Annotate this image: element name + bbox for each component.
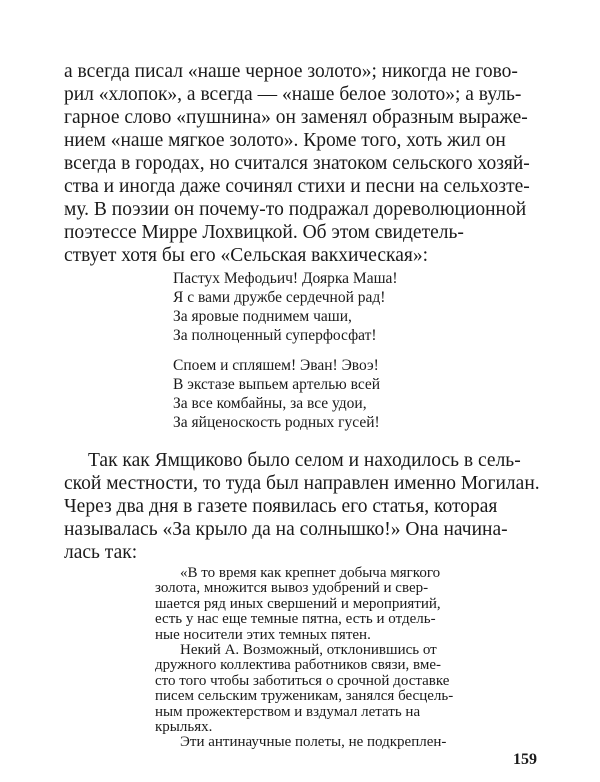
text-line: Через два дня в газете появилась его статья, которая [64,496,498,517]
text-line: рил «хлопок», а всегда — «наше белое золото»; а вуль- [64,84,522,105]
quote-line: есть у нас еще темные пятна, есть и отдель- [155,611,436,628]
poem-line: Я с вами дружбе сердечной рад! [173,289,386,306]
text-line: а всегда писал «наше черное золото»; никогда не гово- [64,61,518,82]
text-line: поэтессе Мирре Лохвицкой. Об этом свидетель- [64,222,464,243]
quote-line: ным прожектерством и вздумал летать на [155,703,421,720]
poem-line: За яровые поднимем чаши, [173,308,352,325]
poem-line: Споем и спляшем! Эван! Эвоэ! [173,357,379,374]
quote-line: «В то время как крепнет добыча мягкого [180,565,441,581]
quote-line: сто того чтобы заботиться о срочной доставке [155,672,450,689]
quote-line: Эти антинаучные полеты, не подкреплен- [180,734,447,751]
poem-line: За все комбайны, за все удои, [173,395,367,412]
page-number: 159 [513,751,537,768]
text-line: ства и иногда даже сочинял стихи и песни на сельхозте- [64,176,530,197]
quote-line: крыльях. [155,719,213,735]
text-line: гарное слово «пушнина» он заменял образным выраже- [64,107,528,128]
text-line: му. В поэзии он почему-то подражал дореволюционной [64,199,527,220]
quote-line: дружного коллектива работников связи, вме- [155,657,442,674]
text-line: ствует хотя бы его «Сельская вакхическая»: [64,245,429,266]
text-line: ской местности, то туда был направлен именно Могилан. [64,473,540,494]
quote-line: писем сельским труженикам, занялся бесцель- [155,688,454,705]
text-line: называлась «За крыло да на солнышко!» Она начина- [64,519,508,540]
poem-line: За полноценный суперфосфат! [173,327,377,344]
poem-line: В экстазе выпьем артелью всей [173,376,381,393]
quote-line: шается ряд иных свершений и мероприятий, [155,595,441,612]
poem-line: За яйценоскость родных гусей! [173,414,380,431]
quote-line: ные носители этих темных пятен. [155,626,371,643]
text-line: нием «наше мягкое золото». Кроме того, хоть жил он [64,130,506,151]
poem-line: Пастух Мефодьич! Доярка Маша! [173,270,398,287]
text-line: Так как Ямщиково было селом и находилось в сель- [88,450,521,471]
quote-line: золота, множится вывоз удобрений и свер- [155,580,429,597]
text-line: лась так: [64,542,138,563]
quote-line: Некий А. Возможный, отклонившись от [180,642,437,658]
text-line: всегда в городах, но считался знатоком сельского хозяй- [64,153,530,174]
